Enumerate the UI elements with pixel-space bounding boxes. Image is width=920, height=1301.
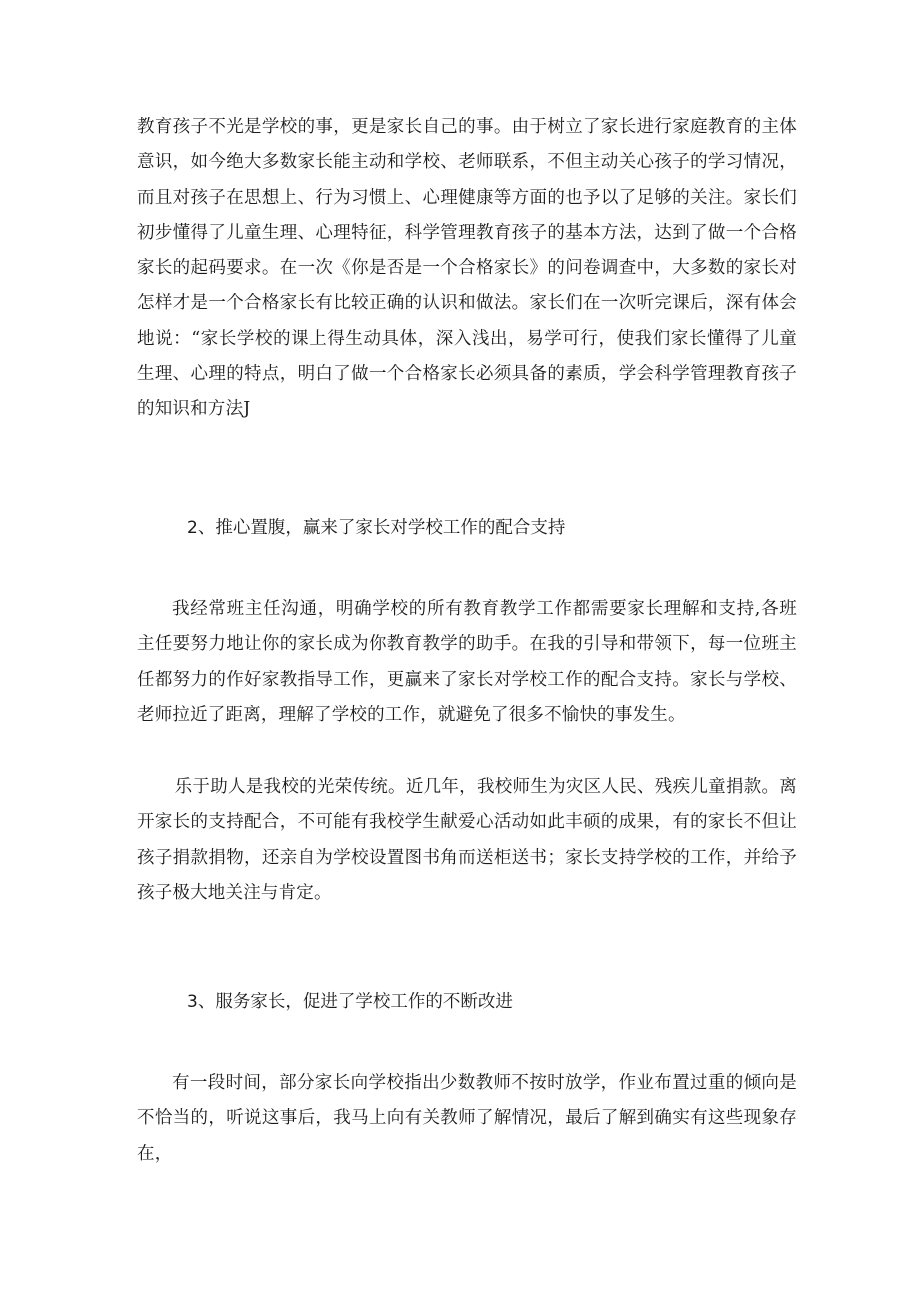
paragraph-parent-responsibility: 教育孩子不光是学校的事，更是家长自己的事。由于树立了家长进行家庭教育的主体意识，如今绝大多数家长能主动和学校、老师联系，不但主动关心孩子的学习情况，而且对孩子在思想上、行为习惯上、心理健康等方面的也予以了足够的关注。家长们初步懂得了儿童生理、心理特征，科学管理教育孩子的基本方法，达到了做一个合格家长的起码要求。在一次《你是否是一个合格家长》的问卷调查中，大多数的家长对怎样才是一个合格家长有比较正确的认识和做法。家长们在一次听完课后，深有体会地说：“家长学校的课上得生动具体，深入浅出，易学可行，使我们家长懂得了儿童生理、心理的特点，明白了做一个合格家长必须具备的素质，学会科学管理教育孩子的知识和方法J bbox=[137, 117, 797, 420]
section-heading-2 bbox=[187, 515, 565, 541]
section-heading-3 bbox=[187, 989, 513, 1015]
paragraph-teacher-communication: 我经常班主任沟通，明确学校的所有教育教学工作都需要家长理解和支持,各班主任要努力地让你的家长成为你教育教学的助手。在我的引导和带领下，每一位班主任都努力的作好家教指导工作，更赢来了家长对学校工作的配合支持。家长与学校、老师拉近了距离，理解了学校的工作，就避免了很多不愉快的事发生。 bbox=[137, 599, 797, 725]
section-heading-2-text: 、推心置腹，赢来了家长对学校工作的配合支持 bbox=[197, 518, 566, 538]
section-heading-3-text: 、服务家长，促进了学校工作的不断改进 bbox=[197, 992, 513, 1012]
paragraph-charity-tradition: 乐于助人是我校的光荣传统。近几年，我校师生为灾区人民、残疾儿童捐款。离开家长的支持配合，不可能有我校学生献爱心活动如此丰硕的成果，有的家长不但让孩子捐款捐物，还亲自为学校设置图书角而送柜送书；家长支持学校的工作，并给予孩子极大地关注与肯定。 bbox=[137, 777, 797, 903]
section-heading-3-number: 3 bbox=[187, 992, 198, 1012]
section-heading-2-number: 2 bbox=[187, 518, 198, 538]
paragraph-homework-feedback: 有一段时间，部分家长向学校指出少数教师不按时放学，作业布置过重的倾向是不恰当的，听说这事后，我马上向有关教师了解情况，最后了解到确实有这些现象存在， bbox=[137, 1073, 797, 1164]
